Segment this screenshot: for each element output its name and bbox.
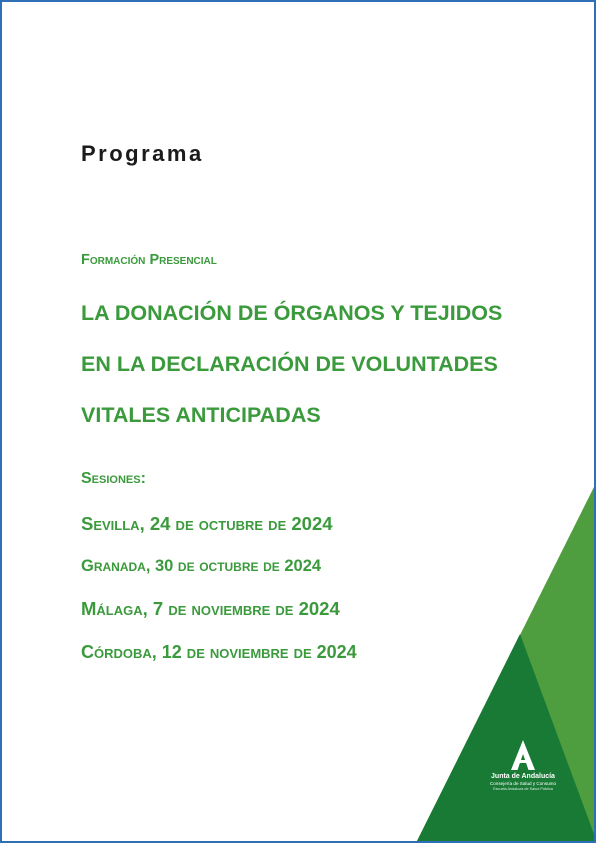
junta-de-andalucia-logo bbox=[476, 740, 570, 791]
session-granada: Granada, 30 de octubre de 2024 bbox=[81, 557, 322, 575]
session-malaga: Málaga, 7 de noviembre de 2024 bbox=[81, 598, 340, 619]
session-sevilla: Sevilla, 24 de octubre de 2024 bbox=[81, 513, 333, 534]
course-title-line: VITALES ANTICIPADAS bbox=[81, 403, 321, 427]
logo-subtitle: Escuela Andaluza de Salud Pública bbox=[493, 787, 553, 791]
session-cordoba: Córdoba, 12 de noviembre de 2024 bbox=[81, 642, 357, 662]
course-title bbox=[81, 288, 502, 441]
sessions-label: Sesiones: bbox=[81, 470, 146, 487]
logo-department: Consejería de Salud y Consumo bbox=[489, 781, 557, 786]
course-format-subtitle: Formación Presencial bbox=[81, 252, 217, 268]
document-heading: Programa bbox=[81, 141, 204, 166]
logo-name: Junta de Andalucía bbox=[491, 773, 555, 780]
andalucia-a-icon bbox=[511, 740, 535, 770]
course-title-line: EN LA DECLARACIÓN DE VOLUNTADES bbox=[81, 352, 498, 376]
course-title-line: LA DONACIÓN DE ÓRGANOS Y TEJIDOS bbox=[81, 301, 503, 325]
